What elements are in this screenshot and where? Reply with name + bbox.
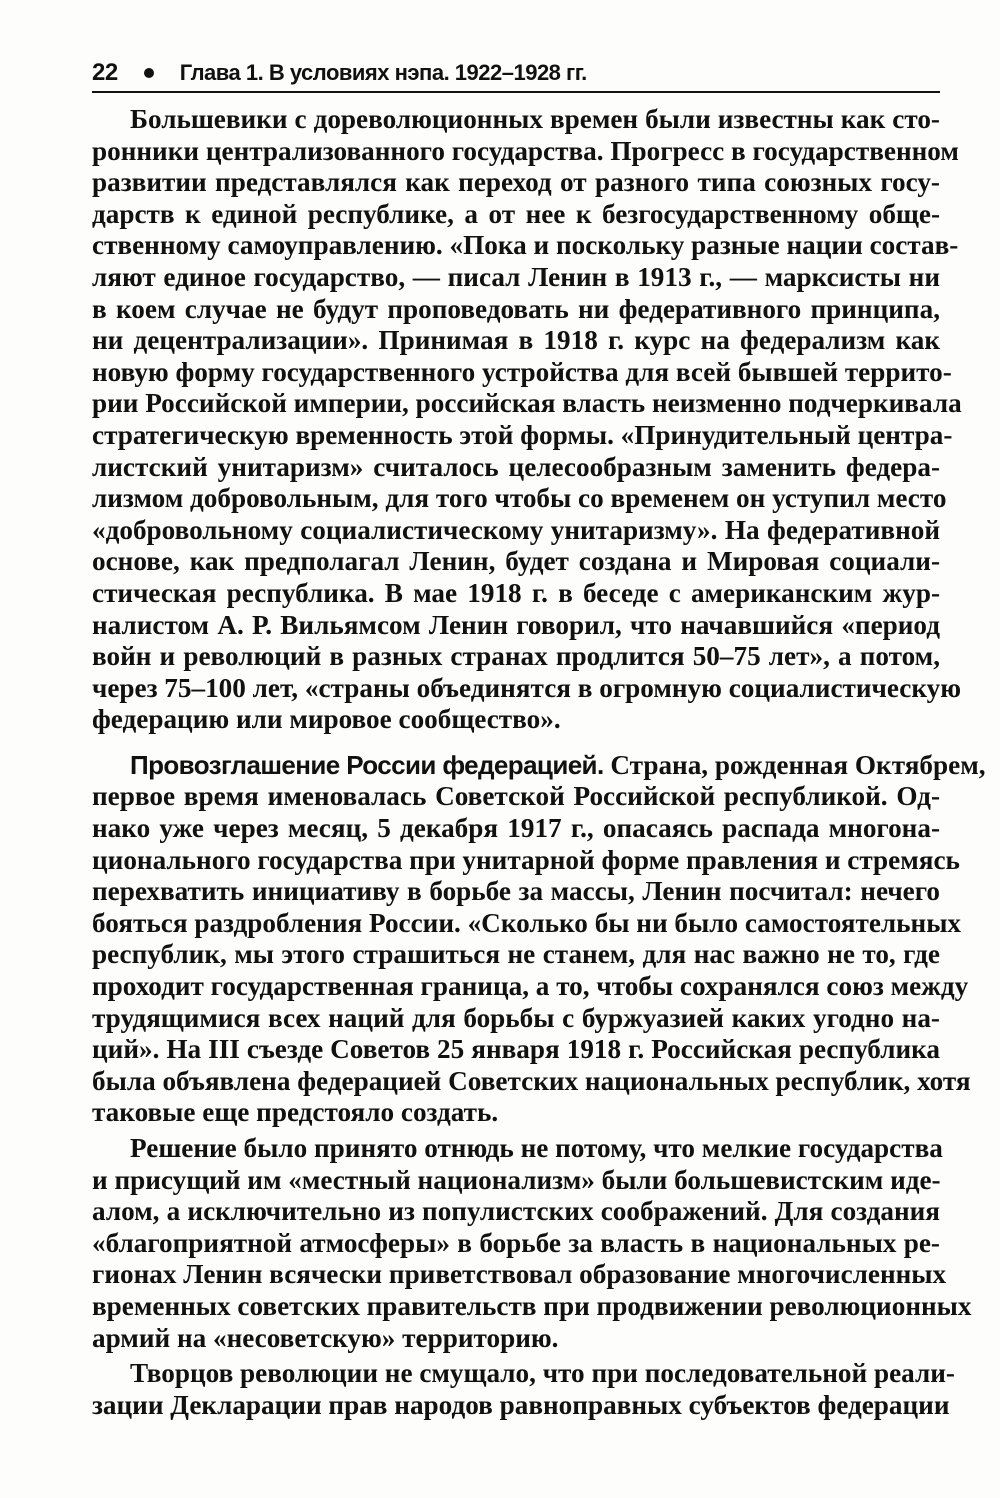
text-line: Решение было принято отнюдь не потому, что мелкие государства — [130, 1133, 943, 1163]
text-line: Большевики с дореволюционных времен были известны как сто- — [130, 104, 940, 134]
chapter-title: Глава 1. В условиях нэпа. 1922–1928 гг. — [179, 60, 587, 85]
text-line: зации Декларации прав народов равноправных субъектов федерации — [92, 1389, 950, 1420]
text-line: «благоприятной атмосферы» в борьбе за власть в национальных ре- — [92, 1227, 940, 1258]
text-line: Творцов революции не смущало, что при последовательной реали- — [130, 1358, 955, 1389]
header-rule — [92, 91, 940, 93]
text-line: временных советских правительств при продвижении революционных — [92, 1290, 972, 1321]
text-line: первое время именовалась Советской Российской республикой. Од- — [92, 781, 940, 812]
paragraph-1 — [92, 104, 962, 736]
page-number: 22 — [92, 59, 118, 86]
section-heading: Провозглашение России федерацией. — [130, 749, 604, 780]
text-line: бояться раздробления России. «Сколько бы ни было самостоятельных — [92, 907, 962, 938]
text-line: «добровольному социалистическому унитаризму». На федеративной — [92, 514, 940, 545]
text-line: нако уже через месяц, 5 декабря 1917 г., опасаясь распада многона- — [92, 813, 940, 844]
bullet-separator — [144, 68, 154, 78]
text-line: республик, мы этого страшиться не станем, для нас важно не то, где — [92, 939, 940, 970]
text-line: войн и революций в разных странах продлится 50–75 лет», а потом, — [92, 641, 940, 672]
text-line: гионах Ленин всячески приветствовал образование многочисленных — [92, 1259, 947, 1290]
text-line: листский унитаризм» считалось целесообразным заменить федера- — [92, 451, 940, 482]
text-line: лизмом добровольным, для того чтобы со временем он уступил место — [92, 483, 947, 514]
text-line: ционального государства при унитарной форме правления и стремясь — [92, 844, 960, 875]
text-line: проходит государственная граница, а то, чтобы сохранялся союз между — [92, 971, 969, 1002]
text-line: в коем случае не будут проповедовать ни федеративного принципа, — [92, 293, 940, 324]
text-line: стратегическую временность этой формы. «Принудительный центра- — [92, 419, 953, 450]
text-run: Страна, рожденная Октябрем, — [603, 749, 986, 780]
text-line: была объявлена федерацией Советских национальных республик, хотя — [92, 1065, 971, 1096]
text-line: налистом А. Р. Вильямсом Ленин говорил, что начавшийся «период — [92, 609, 940, 640]
text-line: трудящимися всех наций для борьбы с буржуазией каких угодно на- — [92, 1002, 940, 1033]
text-line: таковые еще предстояло создать. — [92, 1097, 499, 1128]
text-line: рии Российской империи, российская власть неизменно подчеркивала — [92, 388, 962, 419]
text-line: основе, как предполагал Ленин, будет создана и Мировая социали- — [92, 546, 940, 577]
text-line: ни децентрализации». Принимая в 1918 г. курс на федерализм как — [92, 325, 940, 356]
text-line: алом, а исключительно из популистских соображений. Для создания — [92, 1196, 940, 1227]
text-line: федерацию или мировое сообщество». — [92, 704, 561, 735]
paragraph-2 — [92, 749, 986, 1129]
body-text — [92, 104, 986, 1421]
text-line: ронники централизованного государства. Прогресс в государственном — [92, 135, 959, 166]
text-line: армий на «несоветскую» территорию. — [92, 1322, 559, 1353]
text-line: дарств к единой республике, а от нее к безгосударственному обще- — [92, 198, 940, 229]
text-line: перехватить инициативу в борьбе за массы, Ленин посчитал: нечего — [92, 876, 940, 907]
text-line: и присущий им «местный национализм» были большевистским иде- — [92, 1164, 941, 1195]
paragraph-4 — [92, 1358, 955, 1421]
text-line — [92, 749, 986, 782]
text-line: стическая республика. В мае 1918 г. в беседе с американским жур- — [92, 577, 940, 608]
running-head — [92, 58, 940, 88]
text-line: ственному самоуправлению. «Пока и поскольку разные нации состав- — [92, 230, 959, 261]
text-line: развитии представлялся как переход от разного типа союзных госу- — [92, 167, 940, 198]
text-line: новую форму государственного устройства для всей бывшей террито- — [92, 356, 952, 387]
text-line: через 75–100 лет, «страны объединятся в огромную социалистическую — [92, 672, 962, 703]
paragraph-3 — [92, 1133, 972, 1354]
text-line: ляют единое государство, — писал Ленин в 1913 г., — марксисты ни — [92, 261, 940, 292]
text-line: ций». На III съезде Советов 25 января 1918 г. Российская республика — [92, 1034, 940, 1065]
